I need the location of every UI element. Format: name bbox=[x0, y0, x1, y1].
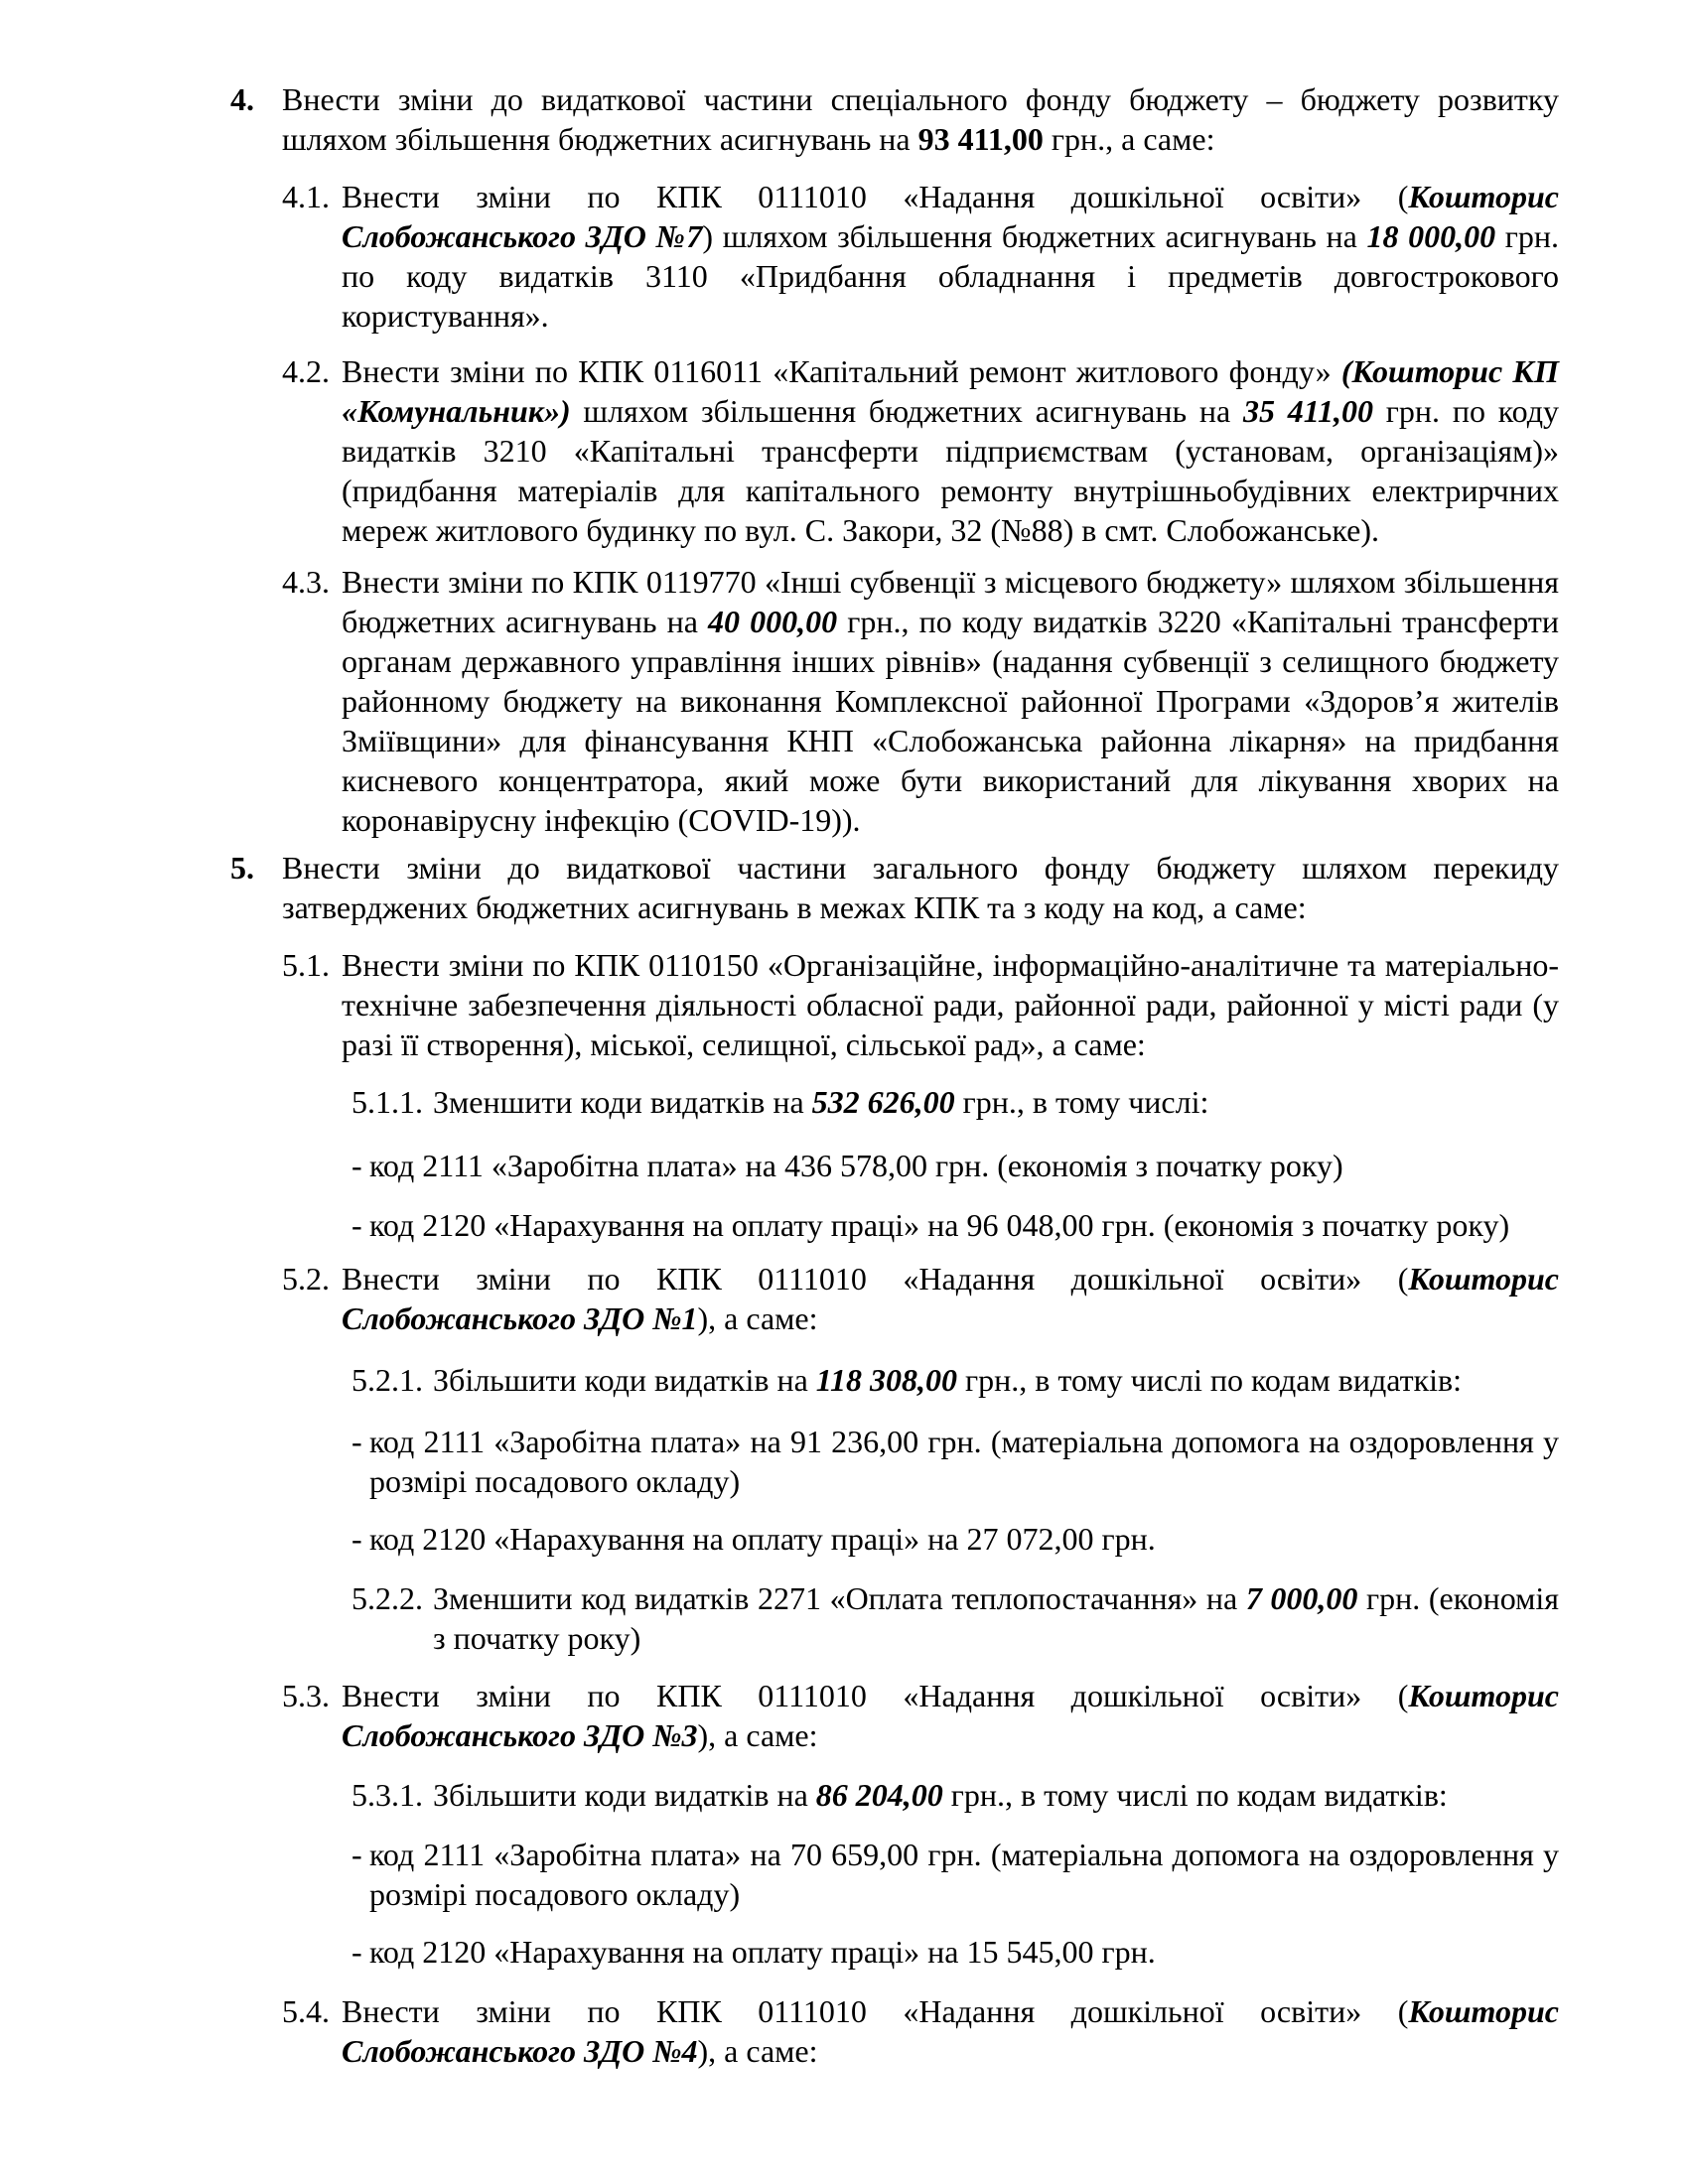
section-text: Внести зміни до видаткової частини спеціального фонду бюджету – бюджету розвитку шляхом збільшення бюджетних асигнувань на 93 411,00 грн., а саме: bbox=[282, 81, 1559, 157]
list-item-text: код 2120 «Нарахування на оплату праці» на 27 072,00 грн. bbox=[369, 1521, 1156, 1557]
dash-bullet: - bbox=[352, 1934, 362, 1970]
amount: 7 000,00 bbox=[1245, 1580, 1358, 1616]
section-number: 5.4. bbox=[282, 1993, 330, 2029]
amount: 532 626,00 bbox=[811, 1084, 955, 1120]
list-item-text: код 2120 «Нарахування на оплату праці» на 15 545,00 грн. bbox=[369, 1934, 1156, 1970]
dash-bullet: - bbox=[352, 1207, 362, 1243]
amount: 18 000,00 bbox=[1366, 218, 1496, 254]
list-item-text: код 2120 «Нарахування на оплату праці» на 96 048,00 грн. (економія з початку року) bbox=[369, 1207, 1510, 1243]
section-number: 5.3.1. bbox=[352, 1777, 423, 1813]
section-number: 5.1.1. bbox=[352, 1084, 423, 1120]
section-number: 5.2.2. bbox=[352, 1580, 423, 1616]
section-number: 5.2. bbox=[282, 1261, 330, 1297]
section-text: Зменшити коди видатків на 532 626,00 грн., в тому числі: bbox=[433, 1084, 1209, 1120]
section-text: Внести зміни по КПК 0111010 «Надання дошкільної освіти» (Кошторис Слобожанського ЗДО №4), а саме: bbox=[342, 1993, 1559, 2069]
section-number: 5.2.1. bbox=[352, 1362, 423, 1398]
section-number: 4. bbox=[230, 81, 254, 117]
section-number: 4.2. bbox=[282, 353, 330, 389]
section-text: Внести зміни по КПК 0116011 «Капітальний ремонт житлового фонду» (Кошторис КП «Комунальник») шляхом збільшення бюджетних асигнувань на 35 411,00 грн. по коду видатків 3210 «Капітальні трансферти підприємствам (установам, організаціям)» (придбання матеріалів для капітального ремонту внутрішньобудівних електрирчних мереж житлового будинку по вул. С. Закори, 32 (№88) в смт. Слобожанське). bbox=[342, 353, 1560, 548]
amount: 118 308,00 bbox=[815, 1362, 958, 1398]
dash-bullet: - bbox=[352, 1424, 362, 1459]
amount: 86 204,00 bbox=[815, 1777, 943, 1813]
dash-bullet: - bbox=[352, 1521, 362, 1557]
section-text: Збільшити коди видатків на 118 308,00 грн., в тому числі по кодам видатків: bbox=[433, 1362, 1463, 1398]
budget-holder: Кошторис Слобожанського ЗДО №3 bbox=[342, 1678, 1559, 1753]
budget-holder: Кошторис Слобожанського ЗДО №1 bbox=[342, 1261, 1559, 1336]
section-text: Внести зміни по КПК 0111010 «Надання дошкільної освіти» (Кошторис Слобожанського ЗДО №7) шляхом збільшення бюджетних асигнувань на 18 000,00 грн. по коду видатків 3110 «Придбання обладнання і предметів довгострокового користування». bbox=[342, 179, 1560, 334]
section-number: 5. bbox=[230, 850, 254, 886]
section-text: Внести зміни до видаткової частини загального фонду бюджету шляхом перекиду затверджених бюджетних асигнувань в межах КПК та з коду на код, а саме: bbox=[282, 850, 1559, 925]
section-number: 5.1. bbox=[282, 947, 330, 983]
section-text: Внести зміни по КПК 0111010 «Надання дошкільної освіти» (Кошторис Слобожанського ЗДО №3), а саме: bbox=[342, 1678, 1559, 1753]
section-number: 4.1. bbox=[282, 179, 330, 214]
budget-holder: Кошторис Слобожанського ЗДО №7 bbox=[342, 179, 1559, 254]
budget-holder: (Кошторис КП «Комунальник») bbox=[342, 353, 1560, 429]
dash-bullet: - bbox=[352, 1837, 362, 1872]
amount: 40 000,00 bbox=[708, 604, 838, 639]
amount: 93 411,00 bbox=[917, 121, 1044, 157]
section-number: 5.3. bbox=[282, 1678, 330, 1713]
section-text: Зменшити код видатків 2271 «Оплата теплопостачання» на 7 000,00 грн. (економія з початку року) bbox=[433, 1580, 1560, 1656]
section-text: Внести зміни по КПК 0119770 «Інші субвенції з місцевого бюджету» шляхом збільшення бюджетних асигнувань на 40 000,00 грн., по коду видатків 3220 «Капітальні трансферти органам державного управління інших рівнів» (надання субвенції з селищного бюджету районному бюджету на виконання Комплексної районної Програми «Здоров’я жителів Зміївщини» для фінансування КНП «Слобожанська районна лікарня» на придбання кисневого концентратора, який може бути використаний для лікування хворих на коронавірусну інфекцію (COVID-19)). bbox=[342, 564, 1560, 838]
amount: 35 411,00 bbox=[1242, 393, 1374, 429]
list-item-text: код 2111 «Заробітна плата» на 70 659,00 грн. (матеріальна допомога на оздоровлення у розмірі посадового окладу) bbox=[369, 1837, 1559, 1912]
list-item-text: код 2111 «Заробітна плата» на 436 578,00 грн. (економія з початку року) bbox=[369, 1148, 1343, 1183]
list-item-text: код 2111 «Заробітна плата» на 91 236,00 грн. (матеріальна допомога на оздоровлення у розмірі посадового окладу) bbox=[369, 1424, 1559, 1499]
section-text: Збільшити коди видатків на 86 204,00 грн., в тому числі по кодам видатків: bbox=[433, 1777, 1448, 1813]
budget-holder: Кошторис Слобожанського ЗДО №4 bbox=[342, 1993, 1559, 2069]
section-text: Внести зміни по КПК 0110150 «Організаційне, інформаційно-аналітичне та матеріально-технічне забезпечення діяльності обласної ради, районної ради, районної у місті ради (у разі її створення), міської, селищної, сільської рад», а саме: bbox=[342, 947, 1559, 1062]
dash-bullet: - bbox=[352, 1148, 362, 1183]
section-text: Внести зміни по КПК 0111010 «Надання дошкільної освіти» (Кошторис Слобожанського ЗДО №1), а саме: bbox=[342, 1261, 1559, 1336]
section-number: 4.3. bbox=[282, 564, 330, 600]
